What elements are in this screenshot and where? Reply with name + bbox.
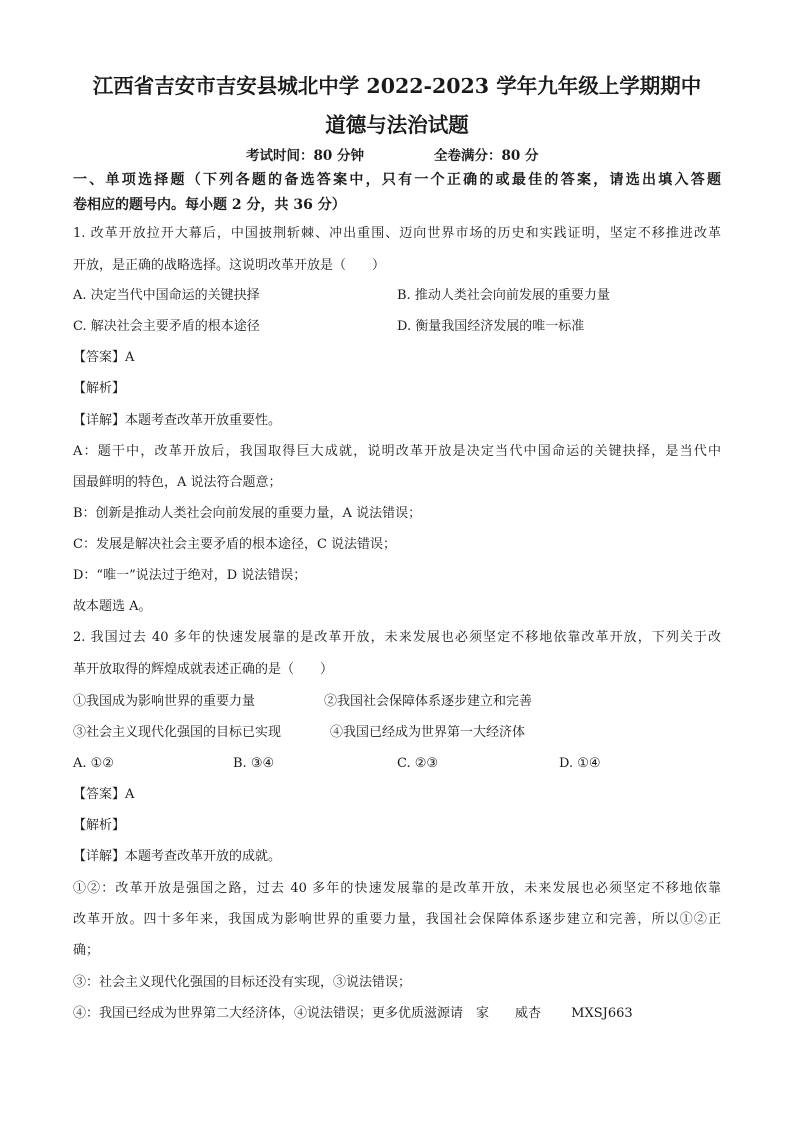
section-heading-line-1: 一、单项选择题（下列各题的备选答案中，只有一个正确的或最佳的答案，请选出填入答题 (73, 172, 721, 188)
q2-explanation-12-line-1: ①②：改革开放是强国之路，过去 40 多年的快速发展靠的是改革开放，未来发展也必须坚定不移地依靠 (73, 881, 721, 896)
q2-analysis-label: 【解析】 (73, 818, 126, 833)
section-heading-line-2: 卷相应的题号内。每小题 2 分，共 36 分） (73, 197, 346, 213)
q2-detail: 【详解】本题考查改革开放的成就。 (73, 849, 282, 864)
q2-explanation-12-line-3: 确； (73, 943, 100, 958)
q1-stem-line-2: 开放，是正确的战略选择。这说明改革开放是（ ） (73, 258, 386, 273)
q2-item-3: ③社会主义现代化强国的目标已实现 (73, 725, 282, 740)
q1-option-d: D. 衡量我国经济发展的唯一标准 (397, 319, 585, 334)
q2-item-2: ②我国社会保障体系逐步建立和完善 (324, 694, 533, 709)
q2-item-1: ①我国成为影响世界的重要力量 (73, 694, 256, 709)
q1-detail: 【详解】本题考查改革开放重要性。 (73, 413, 282, 428)
q2-option-b: B. ③④ (233, 756, 275, 771)
q2-option-c: C. ②③ (397, 756, 439, 771)
q1-option-c: C. 解决社会主要矛盾的根本途径 (73, 319, 260, 334)
q1-explanation-a-line-2: 国最鲜明的特色，A 说法符合题意； (73, 475, 282, 490)
q1-option-a: A. 决定当代中国命运的关键抉择 (73, 288, 260, 303)
q2-stem-line-2: 革开放取得的辉煌成就表述正确的是（ ） (73, 662, 334, 677)
q1-explanation-a-line-1: A：题干中，改革开放后，我国取得巨大成就，说明改革开放是决定当代中国命运的关键抉择，是当代中 (73, 444, 721, 459)
q2-explanation-4: ④：我国已经成为世界第二大经济体，④说法错误；更多优质滋源请 家 威杏 MXSJ663 (73, 1006, 633, 1021)
q1-answer: 【答案】A (73, 350, 135, 365)
q1-analysis-label: 【解析】 (73, 381, 126, 396)
q1-conclusion: 故本题选 A。 (73, 599, 152, 614)
q1-stem-line-1: 1. 改革开放拉开大幕后，中国披荆斩棘、冲出重围、迈向世界市场的历史和实践证明，坚定不移推进改革 (73, 226, 721, 241)
q1-explanation-b: B：创新是推动人类社会向前发展的重要力量，A 说法错误； (73, 506, 422, 521)
q1-explanation-d: D：“唯一”说法过于绝对，D 说法错误； (73, 568, 307, 583)
full-score: 全卷满分：80 分 (434, 148, 539, 164)
exam-time: 考试时间：80 分钟 (246, 148, 364, 164)
q1-option-b: B. 推动人类社会向前发展的重要力量 (397, 288, 610, 303)
q2-explanation-3: ③：社会主义现代化强国的目标还没有实现，③说法错误； (73, 975, 412, 990)
q2-answer: 【答案】A (73, 787, 135, 802)
title-line-1: 江西省吉安市吉安县城北中学 2022-2023 学年九年级上学期期中 (92, 74, 702, 98)
q2-explanation-12-line-2: 改革开放。四十多年来，我国成为影响世界的重要力量，我国社会保障体系逐步建立和完善，所以①②正 (73, 912, 721, 927)
q2-stem-line-1: 2. 我国过去 40 多年的快速发展靠的是改革开放，未来发展也必须坚定不移地依靠改革开放，下列关于改 (73, 630, 721, 645)
title-line-2: 道德与法治试题 (325, 113, 469, 137)
q2-option-d: D. ①④ (559, 756, 601, 771)
q2-item-4: ④我国已经成为世界第一大经济体 (330, 725, 526, 740)
q1-explanation-c: C：发展是解决社会主要矛盾的根本途径，C 说法错误； (73, 537, 397, 552)
q2-option-a: A. ①② (73, 756, 114, 771)
